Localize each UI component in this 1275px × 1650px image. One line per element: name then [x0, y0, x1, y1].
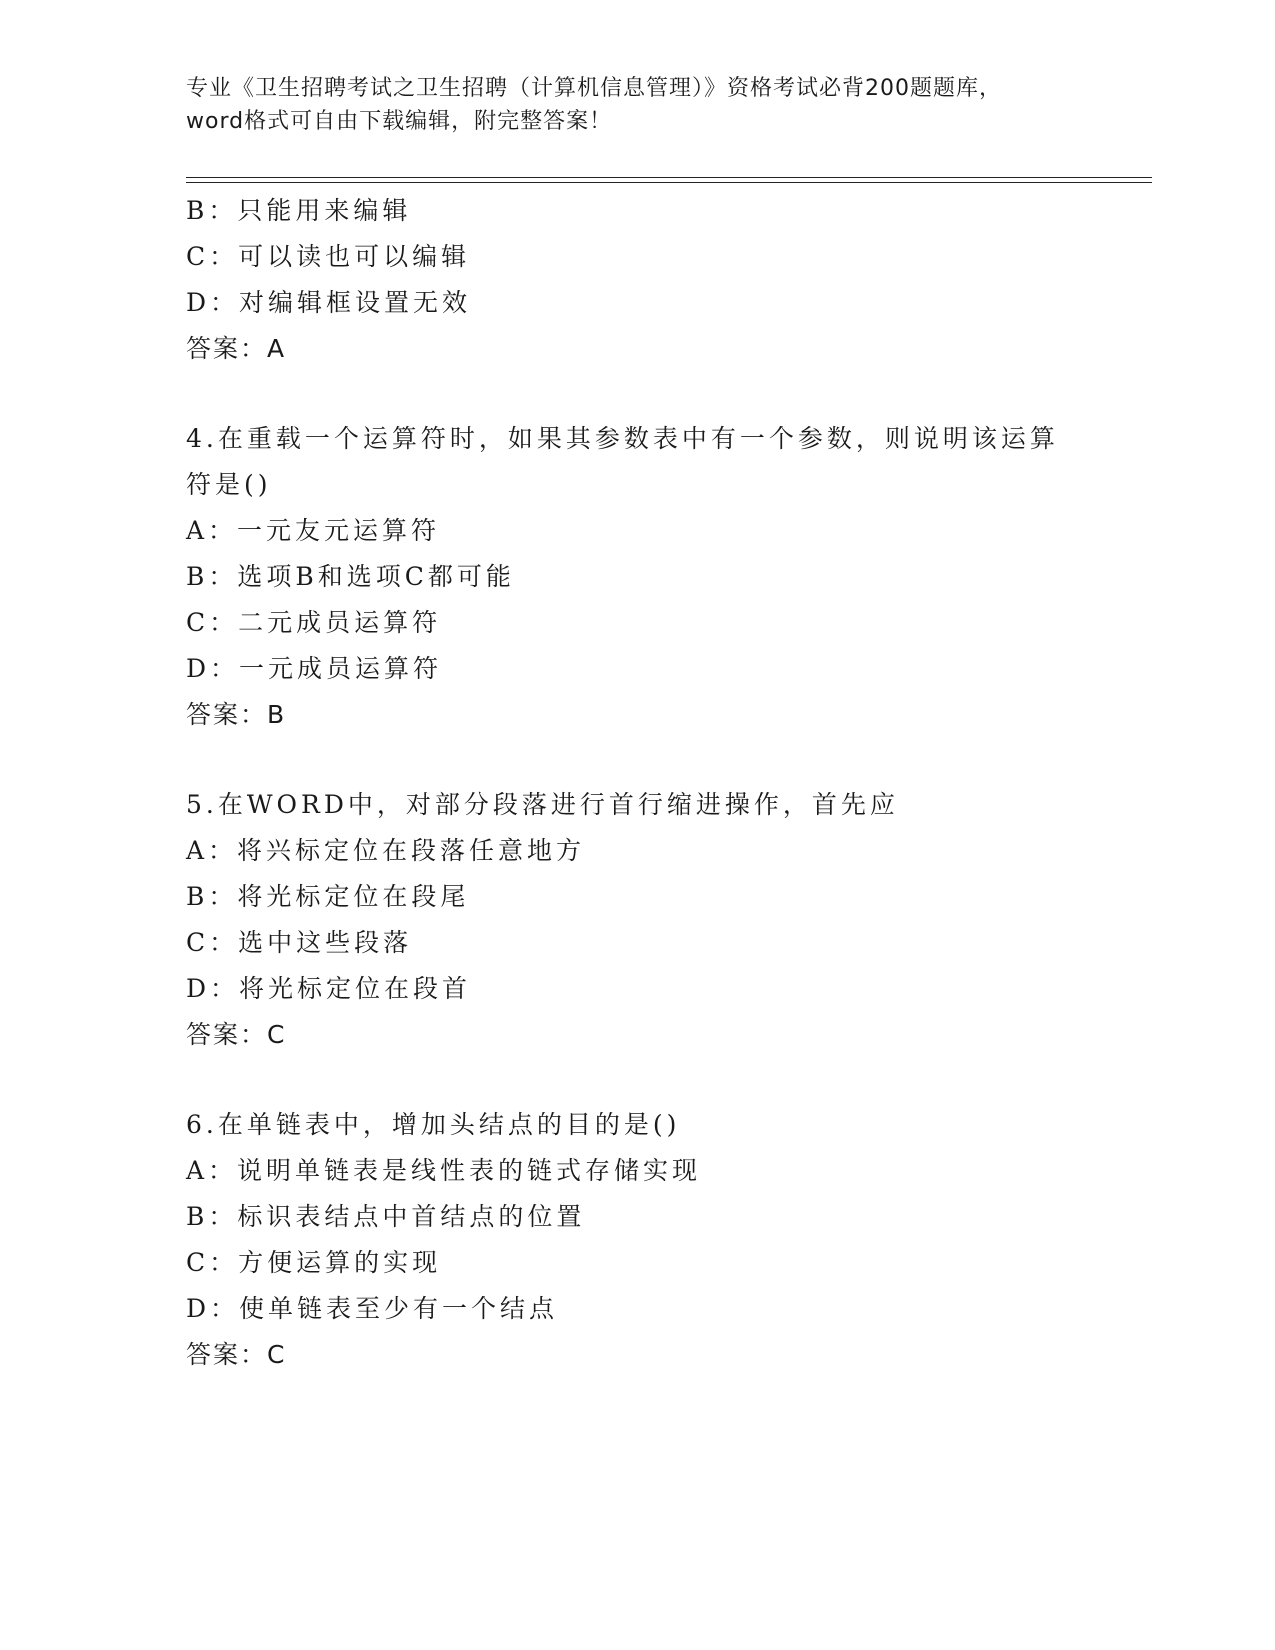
question-stem: 4.在重载一个运算符时，如果其参数表中有一个参数，则说明该运算: [186, 424, 1059, 453]
document-header: [186, 72, 1166, 138]
question-6: [186, 1102, 1086, 1378]
option-d: D：将光标定位在段首: [186, 974, 472, 1003]
answer: 答案：B: [186, 700, 287, 729]
header-divider-top: [186, 177, 1152, 178]
question-5: [186, 782, 1086, 1058]
option-a: A：说明单链表是线性表的链式存储实现: [186, 1156, 702, 1185]
header-title-line-1: 专业《卫生招聘考试之卫生招聘（计算机信息管理）》资格考试必背200题题库，: [186, 76, 1002, 101]
option-c: C：方便运算的实现: [186, 1248, 442, 1277]
option-b: B：选项B和选项C都可能: [186, 562, 515, 591]
spacer: [186, 1058, 1086, 1102]
header-title-line-2: word格式可自由下载编辑，附完整答案！: [186, 109, 613, 134]
question-3: [186, 188, 1086, 372]
option-b: B：只能用来编辑: [186, 196, 412, 225]
question-stem-continued: 符是(): [186, 470, 272, 499]
option-a: A：将兴标定位在段落任意地方: [186, 836, 586, 865]
option-c: C：可以读也可以编辑: [186, 242, 471, 271]
spacer: [186, 372, 1086, 416]
option-a: A：一元友元运算符: [186, 516, 441, 545]
option-d: D：一元成员运算符: [186, 654, 443, 683]
option-d: D：对编辑框设置无效: [186, 288, 472, 317]
option-d: D：使单链表至少有一个结点: [186, 1294, 559, 1323]
answer: 答案：C: [186, 1020, 287, 1049]
answer: 答案：A: [186, 334, 287, 363]
answer: 答案：C: [186, 1340, 287, 1369]
question-4: [186, 416, 1086, 738]
question-list: [186, 188, 1086, 1378]
option-c: C：二元成员运算符: [186, 608, 442, 637]
question-stem: 6.在单链表中，增加头结点的目的是(): [186, 1110, 681, 1139]
option-b: B：标识表结点中首结点的位置: [186, 1202, 586, 1231]
header-divider-bottom: [186, 182, 1152, 183]
option-b: B：将光标定位在段尾: [186, 882, 470, 911]
option-c: C：选中这些段落: [186, 928, 413, 957]
spacer: [186, 738, 1086, 782]
question-stem: 5.在WORD中，对部分段落进行首行缩进操作，首先应: [186, 790, 899, 819]
